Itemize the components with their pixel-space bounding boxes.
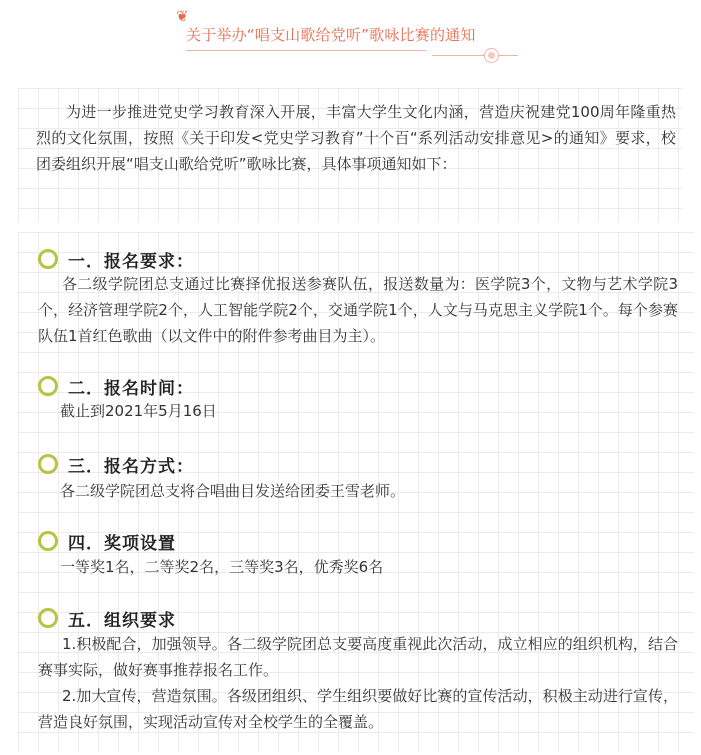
section-heading-text: 二．报名时间： <box>68 378 194 399</box>
section-heading-registration-method <box>38 453 194 475</box>
circle-bullet-icon <box>38 454 58 474</box>
circle-bullet-icon <box>38 608 58 628</box>
section-body: 各二级学院团总支将合唱曲目发送给团委王雪老师。 <box>60 482 406 500</box>
section-heading-registration-requirements <box>38 248 194 270</box>
circle-bullet-icon <box>38 376 58 396</box>
section-body: 截止到2021年5月16日 <box>60 402 217 420</box>
intro-paragraph: 为进一步推进党史学习教育深入开展，丰富大学生文化内涵，营造庆祝建党100周年隆重热烈的文化氛围，按照《关于印发<党史学习教育”十个百“系列活动安排意见>的通知》要求，校团委组织开展“唱支山歌给党听”歌咏比赛，具体事项通知如下： <box>36 103 676 173</box>
section-heading-awards <box>38 530 176 552</box>
section-heading-organization-requirements <box>38 607 176 629</box>
circle-bullet-icon <box>38 249 58 269</box>
title-underline-short <box>432 55 518 56</box>
section-heading-text: 一．报名要求： <box>68 251 194 272</box>
section-body: 1.积极配合，加强领导。各二级学院团总支要高度重视此次活动，成立相应的组织机构，结合赛事实际，做好赛事推荐报名工作。 <box>38 635 678 679</box>
decorative-dot-icon <box>484 48 499 63</box>
section-body: 各二级学院团总支通过比赛择优报送参赛队伍，报送数量为：医学院3个，文物与艺术学院3个，经济管理学院2个，人工智能学院2个，交通学院1个，人文与马克思主义学院1个。每个参赛队伍1首红色歌曲（以文件中的附件参考曲目为主）。 <box>38 275 678 345</box>
section-heading-registration-time <box>38 375 194 397</box>
page-title: 关于举办“唱支山歌给党听”歌咏比赛的通知 <box>186 26 476 44</box>
notice-header <box>0 0 701 60</box>
section-body: 一等奖1名，二等奖2名，三等奖3名，优秀奖6名 <box>60 558 384 576</box>
section-body: 2.加大宣传，营造氛围。各级团组织、学生组织要做好比赛的宣传活动，积极主动进行宣传，营造良好氛围，实现活动宣传对全校学生的全覆盖。 <box>38 687 678 731</box>
section-heading-text: 五．组织要求 <box>68 610 176 631</box>
section-body-group <box>38 631 678 735</box>
section-heading-text: 四．奖项设置 <box>68 533 176 554</box>
title-underline <box>186 50 426 51</box>
section-heading-text: 三．报名方式： <box>68 456 194 477</box>
circle-bullet-icon <box>38 531 58 551</box>
flower-icon: ❦ <box>176 7 189 25</box>
